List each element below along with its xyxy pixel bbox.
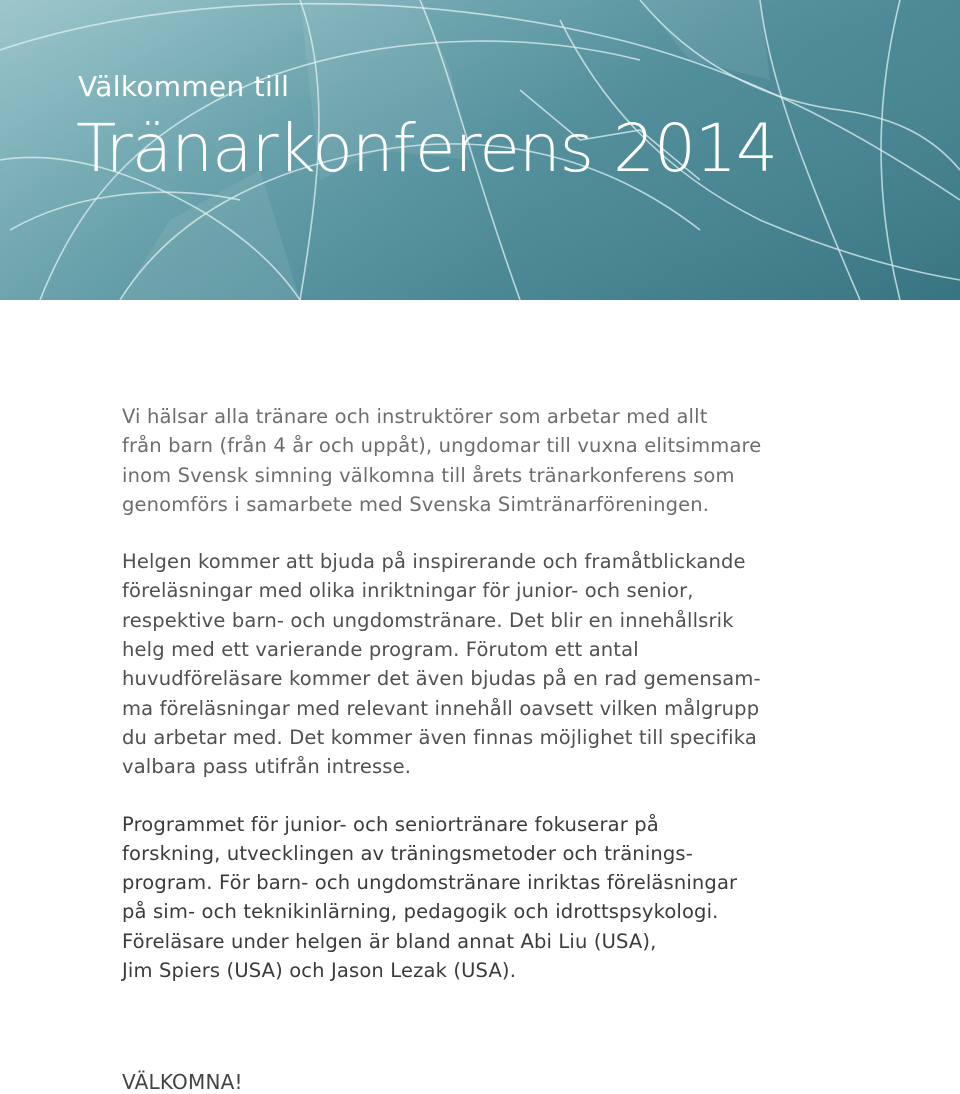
paragraph-line: Helgen kommer att bjuda på inspirerande och framåtblickande bbox=[122, 550, 746, 574]
paragraph-2 bbox=[122, 547, 802, 781]
paragraph-line: ma föreläsningar med relevant innehåll oavsett vilken målgrupp bbox=[122, 696, 760, 720]
closing-greeting: VÄLKOMNA! bbox=[122, 1070, 243, 1094]
intro-text bbox=[122, 402, 802, 1013]
paragraph-line: du arbetar med. Det kommer även finnas möjlighet till specifika bbox=[122, 725, 757, 749]
paragraph-1 bbox=[122, 402, 802, 519]
paragraph-line: från barn (från 4 år och uppåt), ungdomar till vuxna elitsimmare bbox=[122, 434, 762, 458]
paragraph-line: Jim Spiers (USA) och Jason Lezak (USA). bbox=[122, 959, 517, 983]
page-title: Tränarkonferens 2014 bbox=[76, 110, 777, 187]
welcome-heading: Välkommen till bbox=[78, 70, 290, 103]
paragraph-line: valbara pass utifrån intresse. bbox=[122, 755, 412, 779]
paragraph-line: Programmet för junior- och seniortränare fokuserar på bbox=[122, 812, 659, 836]
paragraph-line: genomförs i samarbete med Svenska Simtränarföreningen. bbox=[122, 492, 710, 516]
paragraph-line: huvudföreläsare kommer det även bjudas på en rad gemensam- bbox=[122, 667, 761, 691]
paragraph-line: forskning, utvecklingen av träningsmetoder och tränings- bbox=[122, 841, 693, 865]
paragraph-3 bbox=[122, 810, 802, 986]
paragraph-line: Vi hälsar alla tränare och instruktörer som arbetar med allt bbox=[122, 405, 708, 428]
paragraph-line: helg med ett varierande program. Förutom ett antal bbox=[122, 638, 639, 662]
paragraph-line: respektive barn- och ungdomstränare. Det blir en innehållsrik bbox=[122, 608, 734, 632]
paragraph-line: program. För barn- och ungdomstränare inriktas föreläsningar bbox=[122, 871, 738, 895]
paragraph-line: på sim- och teknikinlärning, pedagogik och idrottspsykologi. bbox=[122, 900, 719, 924]
paragraph-line: föreläsningar med olika inriktningar för junior- och senior, bbox=[122, 579, 694, 603]
paragraph-line: inom Svensk simning välkomna till årets tränarkonferens som bbox=[122, 463, 735, 487]
paragraph-line: Föreläsare under helgen är bland annat Abi Liu (USA), bbox=[122, 929, 657, 953]
hero-banner bbox=[0, 0, 960, 300]
